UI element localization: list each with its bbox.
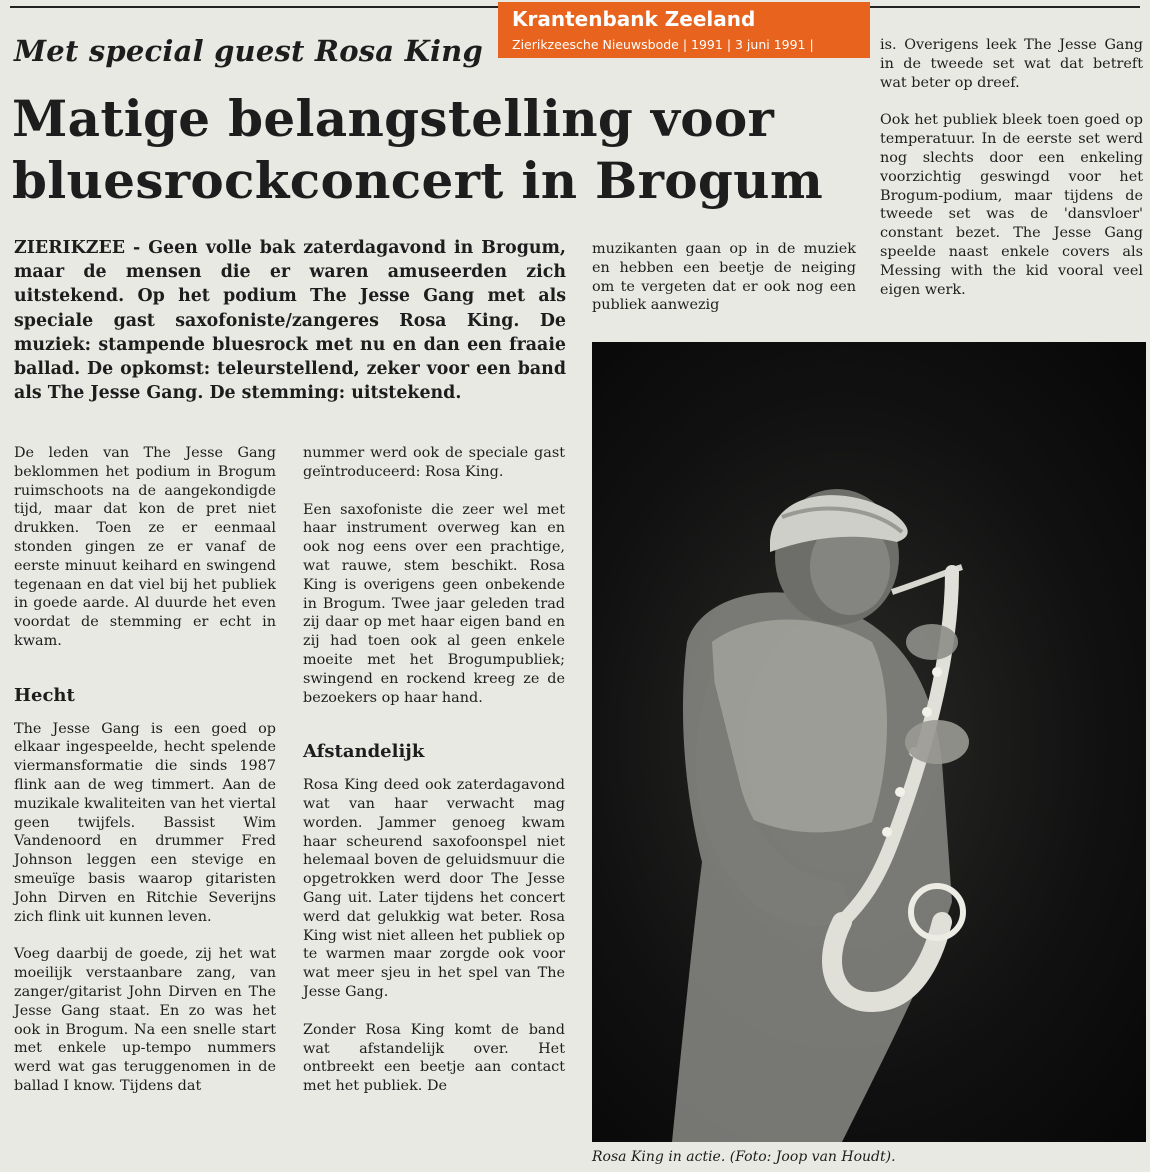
subheading: Hecht: [14, 684, 75, 706]
lead-paragraph: ZIERIKZEE - Geen volle bak zaterdagavond in Brogum, maar de mensen die er waren amuseerden zich uitstekend. Op het podium The Jesse Gang met als speciale gast saxofoniste/zangeres Rosa King. De muziek: stampende bluesrock met nu en dan een fraaie ballad. De opkomst: teleurstellend, zeker voor een band als The Jesse Gang. De stemming: uitstekend.: [14, 238, 566, 404]
paragraph: Voeg daarbij de goede, zij het wat moeilijk verstaanbare zang, van zanger/gitarist John Dirven en The Jesse Gang staat. En zo was het ook in Brogum. Na een snelle start met enkele up-tempo nummers werd wat gas teruggenomen in de ballad I know. Tijdens dat: [14, 946, 276, 1094]
paragraph: Ook het publiek bleek toen goed op temperatuur. In de eerste set werd nog slechts door een enkeling voorzichtig geswingd voor het Brogum-podium, maar tijdens de tweede set was de 'dansvloer' constant bezet. The Jesse Gang speelde naast enkele covers als Messing with the kid vooral veel eigen werk.: [880, 112, 1143, 298]
paragraph: Zonder Rosa King komt de band wat afstandelijk over. Het ontbreekt een beetje aan contact met het publiek. De: [303, 1021, 565, 1095]
concert-photo: [592, 342, 1146, 1142]
paragraph: Een saxofoniste die zeer wel met haar instrument overweg kan en ook nog eens over een prachtige, wat rauwe, stem beschikt. Rosa King is overigens geen onbekende in Brogum. Twee jaar geleden trad zij daar op met haar eigen band en zij had toen ook al geen enkele moeite met het Brogumpubliek; swingend en rockend kreeg ze de bezoekers op haar hand.: [303, 501, 565, 706]
paragraph: nummer werd ook de speciale gast geïntroduceerd: Rosa King.: [303, 445, 565, 480]
paragraph: Rosa King deed ook zaterdagavond wat van haar verwacht mag worden. Jammer genoeg kwam haar scheurend saxofoonspel niet helemaal boven de geluidsmuur die opgetrokken werd door The Jesse Gang uit. Later tijdens het concert werd dat gelukkig wat beter. Rosa King wist niet alleen het publiek op te warmen maar zorgde ook voor wat meer sjeu in het spel van The Jesse Gang.: [303, 777, 565, 1000]
headline: [12, 88, 872, 212]
paragraph: is. Overigens leek The Jesse Gang in de tweede set wat dat betreft wat beter op dreef.: [880, 37, 1143, 91]
headline-line-1: Matige belangstelling voor: [12, 89, 775, 148]
photo-caption: Rosa King in actie. (Foto: Joop van Houdt).: [592, 1149, 896, 1165]
paragraph: De leden van The Jesse Gang beklommen het podium in Brogum ruimschoots na de aangekondigde tijd, maar dat kon de pret niet drukken. Toen ze er eenmaal stonden gingen ze er vanaf de eerste minuut keihard en swingend tegenaan en dat viel bij het publiek in goede aarde. Al duurde het even voordat de stemming er echt in kwam.: [14, 445, 276, 649]
headline-line-2: bluesrockconcert in Brogum: [12, 151, 824, 210]
column-1: [14, 444, 276, 1115]
paragraph: The Jesse Gang is een goed op elkaar ingespeelde, hecht spelende viermansformatie die sinds 1987 flink aan de weg timmert. Aan de muzikale kwaliteiten van het viertal geen twijfels. Bassist Wim Vandenoord en drummer Fred Johnson leggen een stevige en smeuïge basis waarop gitaristen John Dirven en Ritchie Severijns zich flink uit kunnen leven.: [14, 720, 276, 925]
kicker: Met special guest Rosa King: [14, 34, 483, 68]
column-2: [303, 444, 565, 1115]
badge-title: Krantenbank Zeeland: [512, 7, 756, 31]
saxophonist-illustration: [592, 342, 1146, 1142]
column-3: [592, 240, 856, 334]
column-4: [880, 36, 1143, 318]
source-badge[interactable]: [498, 2, 870, 58]
paragraph: muzikanten gaan op in de muziek en hebben een beetje de neiging om te vergeten dat er ook nog een publiek aanwezig: [592, 241, 856, 314]
subheading: Afstandelijk: [303, 741, 425, 763]
badge-subtitle: Zierikzeesche Nieuwsbode | 1991 | 3 juni 1991 |: [512, 37, 814, 52]
